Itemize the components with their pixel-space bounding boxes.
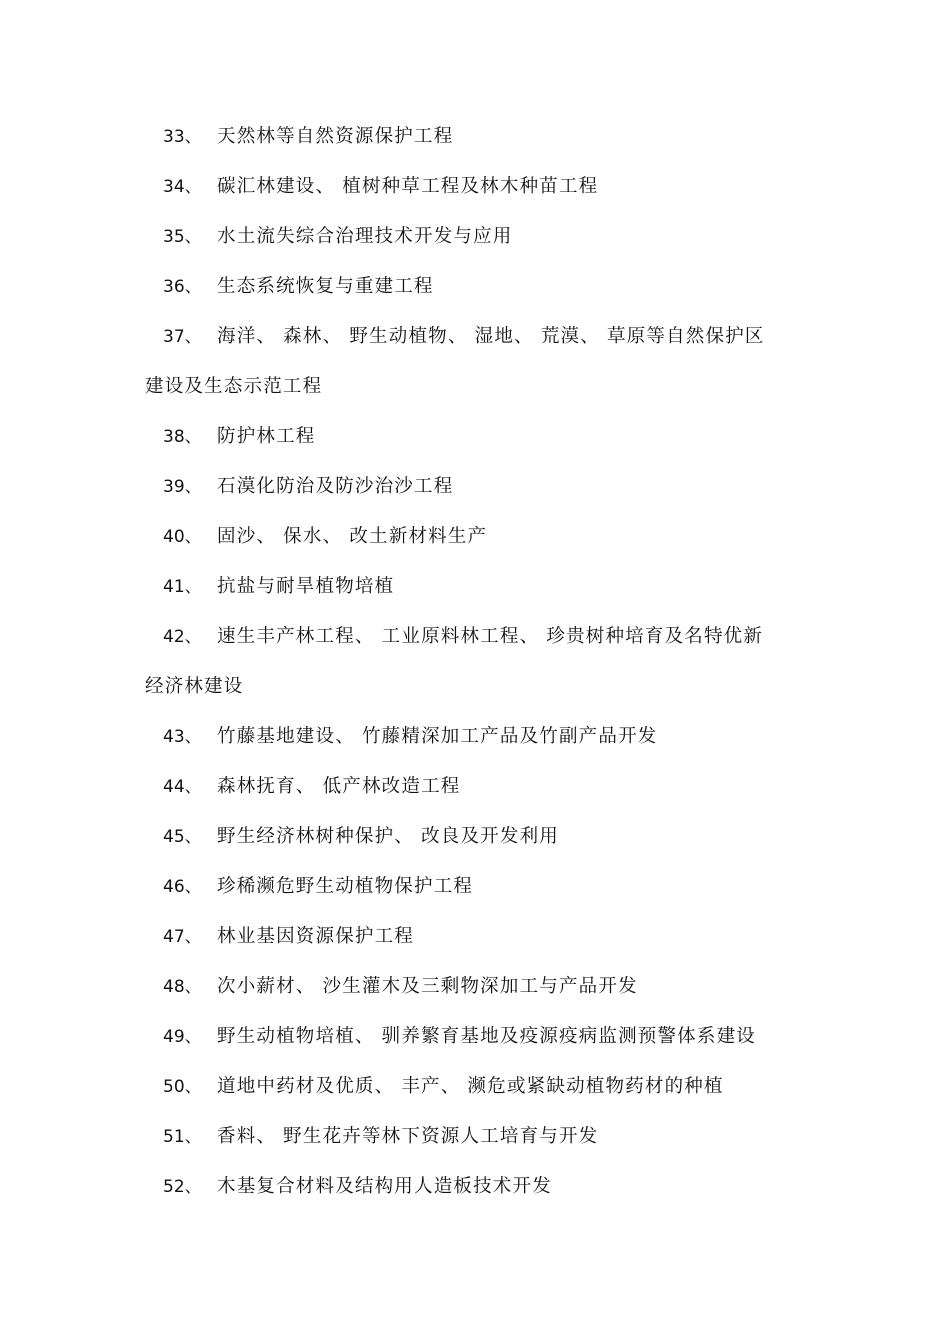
item-number: 48、: [163, 977, 202, 997]
item-number: 44、: [163, 777, 202, 797]
list-item: [145, 1162, 835, 1212]
item-text: 森林抚育、 低产林改造工程: [217, 776, 461, 797]
item-list: [145, 112, 835, 1212]
item-number: 39、: [163, 477, 202, 497]
item-number: 43、: [163, 727, 202, 747]
item-number: 52、: [163, 1177, 202, 1197]
item-number: 41、: [163, 577, 202, 597]
item-number: 38、: [163, 427, 202, 447]
list-item: [145, 912, 835, 962]
item-text: 海洋、 森林、 野生动植物、 湿地、 荒漠、 草原等自然保护区: [217, 326, 765, 347]
item-number: 37、: [163, 327, 202, 347]
item-text: 竹藤基地建设、 竹藤精深加工产品及竹副产品开发: [217, 726, 658, 747]
item-number: 45、: [163, 827, 202, 847]
item-text: 野生动植物培植、 驯养繁育基地及疫源疫病监测预警体系建设: [217, 1026, 756, 1047]
list-item: [145, 1112, 835, 1162]
item-text: 道地中药材及优质、 丰产、 濒危或紧缺动植物药材的种植: [217, 1076, 724, 1097]
item-text: 木基复合材料及结构用人造板技术开发: [217, 1176, 552, 1197]
item-text: 碳汇林建设、 植树种草工程及林木种苗工程: [217, 176, 599, 197]
list-item: [145, 312, 835, 362]
list-item: [145, 412, 835, 462]
item-text: 抗盐与耐旱植物培植: [217, 576, 395, 597]
list-item: [145, 1062, 835, 1112]
item-number: 50、: [163, 1077, 202, 1097]
list-item: [145, 262, 835, 312]
list-item: [145, 112, 835, 162]
list-item: [145, 212, 835, 262]
item-number: 51、: [163, 1127, 202, 1147]
list-item: [145, 712, 835, 762]
item-text-continuation: 经济林建设: [145, 676, 244, 697]
list-item: [145, 962, 835, 1012]
list-item: [145, 612, 835, 662]
item-number: 49、: [163, 1027, 202, 1047]
list-item: [145, 1012, 835, 1062]
item-number: 42、: [163, 627, 202, 647]
item-text: 防护林工程: [217, 426, 316, 447]
item-number: 46、: [163, 877, 202, 897]
item-text: 水土流失综合治理技术开发与应用: [217, 226, 513, 247]
list-item: [145, 162, 835, 212]
list-item: [145, 812, 835, 862]
item-text-continuation: 建设及生态示范工程: [145, 376, 323, 397]
item-text: 天然林等自然资源保护工程: [217, 126, 454, 147]
item-text: 林业基因资源保护工程: [217, 926, 415, 947]
list-item: [145, 512, 835, 562]
item-text: 石漠化防治及防沙治沙工程: [217, 476, 454, 497]
item-text: 次小薪材、 沙生灌木及三剩物深加工与产品开发: [217, 976, 638, 997]
item-number: 33、: [163, 127, 202, 147]
item-number: 34、: [163, 177, 202, 197]
list-item: [145, 862, 835, 912]
item-text: 生态系统恢复与重建工程: [217, 276, 434, 297]
item-text: 珍稀濒危野生动植物保护工程: [217, 876, 474, 897]
list-item: [145, 462, 835, 512]
item-number: 35、: [163, 227, 202, 247]
item-text: 野生经济林树种保护、 改良及开发利用: [217, 826, 559, 847]
item-number: 36、: [163, 277, 202, 297]
item-number: 47、: [163, 927, 202, 947]
list-item: [145, 562, 835, 612]
item-text: 速生丰产林工程、 工业原料林工程、 珍贵树种培育及名特优新: [217, 626, 764, 647]
item-number: 40、: [163, 527, 202, 547]
item-text: 香料、 野生花卉等林下资源人工培育与开发: [217, 1126, 599, 1147]
list-item: [145, 762, 835, 812]
item-text: 固沙、 保水、 改土新材料生产: [217, 526, 488, 547]
